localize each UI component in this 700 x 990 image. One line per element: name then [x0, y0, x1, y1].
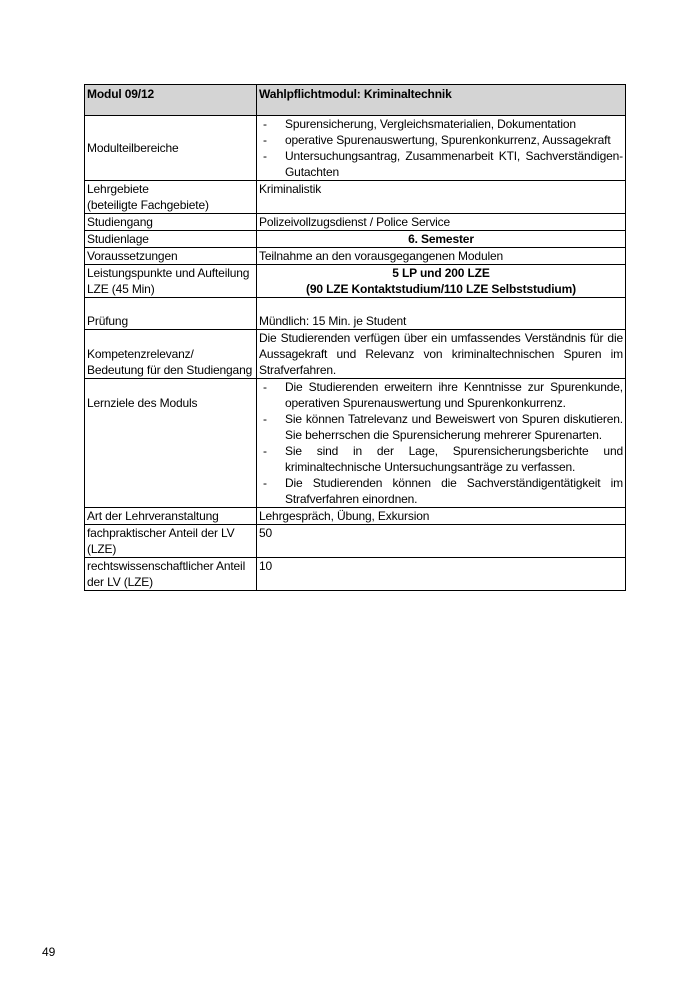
dash-marker: - [263, 133, 267, 147]
label-pruefung: Prüfung [85, 298, 257, 330]
value-lehrveranstaltung: Lehrgespräch, Übung, Exkursion [257, 508, 626, 525]
list-item: - Spurensicherung, Vergleichsmaterialien, Dokumentation [263, 117, 576, 131]
value-fachpraktisch: 50 [257, 525, 626, 558]
dash-marker: - [263, 476, 267, 490]
row-modulteilbereiche [85, 116, 626, 181]
value-kompetenz: Die Studierenden verfügen über ein umfassendes Verständnis für die Aussagekraft und Relevanz von kriminaltechnischen Spuren im Strafverfahren. [257, 330, 626, 379]
list-item: - Die Studierenden erweitern ihre Kenntnisse zur Spurenkunde, operativen Spurenauswertung und Spurenkonkurrenz. [263, 380, 623, 410]
row-fachpraktisch [85, 525, 626, 558]
label-voraussetzungen: Voraussetzungen [85, 248, 257, 265]
value-voraussetzungen: Teilnahme an den vorausgegangenen Modulen [257, 248, 626, 265]
row-lehrveranstaltung [85, 508, 626, 525]
row-kompetenz [85, 330, 626, 379]
list-item: - operative Spurenauswertung, Spurenkonkurrenz, Aussagekraft [263, 133, 611, 147]
value-leistungspunkte: 5 LP und 200 LZE (90 LZE Kontaktstudium/110 LZE Selbststudium) [257, 265, 626, 298]
value-pruefung: Mündlich: 15 Min. je Student [257, 298, 626, 330]
value-modulteilbereiche [257, 116, 626, 181]
label-lernziele: Lernziele des Moduls [85, 379, 257, 508]
dash-marker: - [263, 117, 267, 131]
row-voraussetzungen [85, 248, 626, 265]
row-rechtswissenschaftlich [85, 558, 626, 591]
page-number: 49 [42, 945, 56, 959]
list-item: - Sie können Tatrelevanz und Beweiswert von Spuren diskutieren. Sie beherrschen die Spurensicherung mehrerer Spurenarten. [263, 412, 623, 442]
row-lernziele [85, 379, 626, 508]
value-lehrgebiete: Kriminalistik [257, 181, 626, 214]
lernziele-list [259, 379, 623, 507]
dash-marker: - [263, 149, 267, 163]
value-studienlage: 6. Semester [257, 231, 626, 248]
value-studiengang: Polizeivollzugsdienst / Police Service [257, 214, 626, 231]
list-item: - Untersuchungsantrag, Zusammenarbeit KTI, Sachverständigen-Gutachten [263, 149, 623, 179]
label-lehrveranstaltung: Art der Lehrveranstaltung [85, 508, 257, 525]
label-studienlage: Studienlage [85, 231, 257, 248]
label-leistungspunkte: Leistungspunkte und Aufteilung LZE (45 Min) [85, 265, 257, 298]
label-rechtswissenschaftlich: rechtswissenschaftlicher Anteil der LV (LZE) [85, 558, 257, 591]
module-table [84, 84, 626, 591]
dash-marker: - [263, 380, 267, 394]
dash-marker: - [263, 412, 267, 426]
label-modulteilbereiche: Modulteilbereiche [85, 116, 257, 181]
module-number: Modul 09/12 [85, 85, 257, 116]
list-item: - Die Studierenden können die Sachverständigentätigkeit im Strafverfahren einordnen. [263, 476, 623, 506]
row-studienlage [85, 231, 626, 248]
label-fachpraktisch: fachpraktischer Anteil der LV (LZE) [85, 525, 257, 558]
modulteilbereiche-list [259, 116, 623, 180]
label-kompetenz: Kompetenzrelevanz/ Bedeutung für den Studiengang [85, 330, 257, 379]
label-studiengang: Studiengang [85, 214, 257, 231]
dash-marker: - [263, 444, 267, 458]
value-lernziele [257, 379, 626, 508]
row-lehrgebiete [85, 181, 626, 214]
list-item: - Sie sind in der Lage, Spurensicherungsberichte und kriminaltechnische Untersuchungsanträge zu verfassen. [263, 444, 623, 474]
header-row [85, 85, 626, 116]
row-pruefung [85, 298, 626, 330]
label-lehrgebiete: Lehrgebiete (beteiligte Fachgebiete) [85, 181, 257, 214]
row-studiengang [85, 214, 626, 231]
module-title: Wahlpflichtmodul: Kriminaltechnik [257, 85, 626, 116]
value-rechtswissenschaftlich: 10 [257, 558, 626, 591]
row-leistungspunkte [85, 265, 626, 298]
